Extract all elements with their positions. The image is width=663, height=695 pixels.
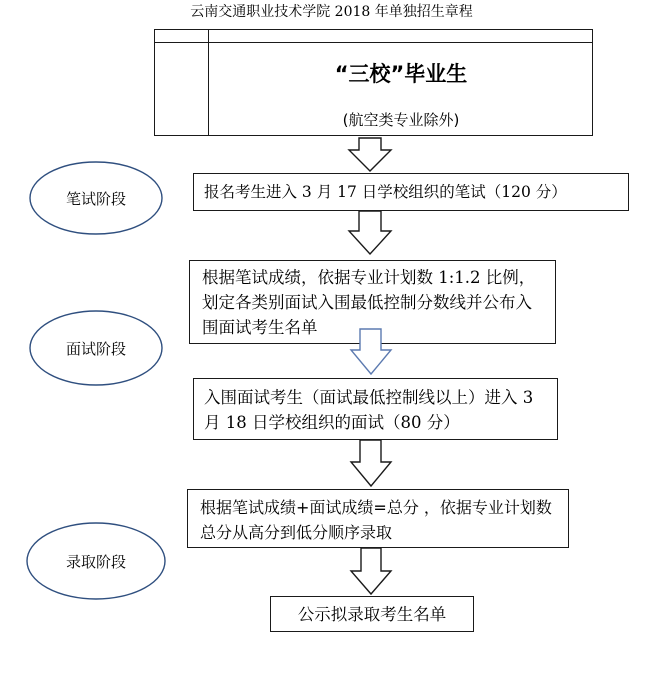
down-arrow-4 — [351, 440, 391, 486]
step-interview-cutoff-text: 根据笔试成绩，依据专业计划数 1:1.2 比例，划定各类别面试入围最低控制分数线并公布入围面试考生名单 — [202, 268, 536, 337]
down-arrow-3 — [351, 329, 391, 374]
stage-label-interview: 面试阶段 — [65, 340, 126, 358]
stage-label-admission: 录取阶段 — [65, 553, 126, 571]
step-publicity-text: 公示拟录取考生名单 — [297, 605, 447, 624]
down-arrow-1 — [349, 138, 391, 171]
down-arrow-5 — [351, 548, 391, 594]
step-interview-text: 入围面试考生（面试最低控制线以上）进入 3 月 18 日学校组织的面试（80 分） — [204, 388, 534, 432]
stage-label-written: 笔试阶段 — [65, 190, 126, 208]
step-admission-text: 根据笔试成绩+面试成绩=总分 ，依据专业计划数总分从高分到低分顺序录取 — [200, 498, 552, 542]
document-header: 云南交通职业技术学院 2018 年单独招生章程 — [190, 4, 473, 20]
stage-ellipses — [27, 162, 165, 599]
top-box-title: “三校”毕业生 — [334, 62, 468, 86]
top-box-note: (航空类专业除外) — [342, 111, 460, 129]
down-arrow-2 — [349, 211, 391, 254]
step-written-exam-text: 报名考生进入 3 月 17 日学校组织的笔试（120 分） — [204, 183, 567, 201]
